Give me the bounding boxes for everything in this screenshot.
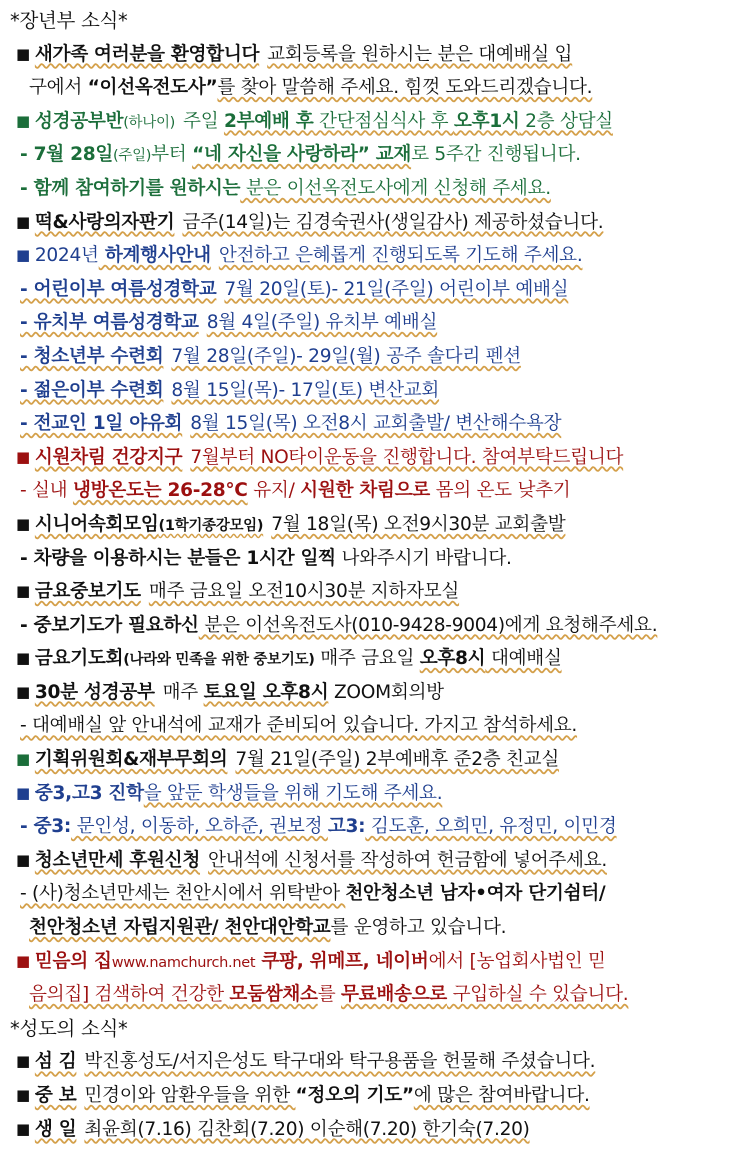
section-title-elder-news: *장년부 소식* bbox=[10, 9, 128, 32]
bullet-icon: ■ bbox=[16, 514, 30, 533]
notice-head: 새가족 여러분을 환영합니다 bbox=[34, 43, 260, 65]
notice-cool-dress-l2: - 실내 냉방온도는 26-28℃ 유지/ 시원한 차림으로 몸의 온도 낮추기 bbox=[20, 480, 571, 502]
summer-event-item: - 젊은이부 수련회 8월 15일(목)- 17일(토) 변산교회 bbox=[20, 379, 440, 401]
notice-youth-support-l2: - (사)청소년만세는 천안시에서 위탁받아 천안청소년 남자•여자 단기쉼터/ bbox=[20, 883, 606, 905]
notice-senior-meeting: ■ 시니어속회모임(1학기종강모임) 7월 18일(목) 오전9시30분 교회출발 bbox=[16, 513, 566, 535]
notice-bible-class: ■ 성경공부반(하나이) 주일 2부예배 후 간단점심식사 후 오후1시 2층 상담실 bbox=[16, 110, 613, 132]
notice-youth-support: ■ 청소년만세 후원신청 안내석에 신청서를 작성하여 헌금함에 넣어주세요. bbox=[16, 849, 607, 871]
summer-event-item: - 유치부 여름성경학교 8월 4일(주일) 유치부 예배실 bbox=[20, 312, 438, 334]
bullet-icon: ■ bbox=[16, 111, 30, 130]
notice-friday-intercession-l2: - 중보기도가 필요하신 분은 이선옥전도사(010-9428-9004)에게 요청해주세요. bbox=[20, 614, 658, 636]
saints-birthday: ■ 생 일 최윤희(7.16) 김찬회(7.20) 이순해(7.20) 한기숙(7.20) bbox=[16, 1118, 530, 1140]
bullet-icon: ■ bbox=[16, 783, 30, 802]
notice-30min-bible-l2: - 대예배실 앞 안내석에 교재가 준비되어 있습니다. 가지고 참석하세요. bbox=[20, 715, 578, 737]
notice-30min-bible: ■ 30분 성경공부 매주 토요일 오후8시 ZOOM회의방 bbox=[16, 681, 444, 703]
notice-committee: ■ 기획위원회&재부무회의 7월 21일(주일) 2부예배후 준2층 친교실 bbox=[16, 749, 560, 771]
bullet-icon: ■ bbox=[16, 447, 30, 466]
bullet-icon: ■ bbox=[16, 212, 30, 231]
saints-intercession: ■ 중 보 민경이와 암환우들을 위한 “정오의 기도”에 많은 참여바랍니다. bbox=[16, 1085, 590, 1106]
bullet-icon: ■ bbox=[16, 750, 30, 769]
notice-new-family bbox=[10, 38, 727, 72]
summer-event-item: - 청소년부 수련회 7월 28일(주일)- 29일(월) 공주 솔다리 펜션 bbox=[20, 345, 521, 367]
notice-summer-events: ■ 2024년 하계행사안내 안전하고 은혜롭게 진행되도록 기도해 주세요. bbox=[16, 245, 583, 267]
bullet-icon: ■ bbox=[16, 649, 30, 668]
notice-cool-dress: ■ 시원차림 건강지구 7월부터 NO타이운동을 진행합니다. 참여부탁드립니다 bbox=[16, 446, 624, 468]
saints-serve: ■ 섬 김 박진홍성도/서지은성도 탁구대와 탁구용품을 헌물해 주셨습니다. bbox=[16, 1051, 596, 1073]
bullet-icon: ■ bbox=[16, 682, 30, 701]
bullet-icon: ■ bbox=[16, 582, 30, 601]
bullet-icon: ■ bbox=[16, 44, 30, 63]
bullet-icon: ■ bbox=[16, 1086, 30, 1104]
bullet-icon: ■ bbox=[16, 1052, 30, 1071]
notice-senior-meeting-l2: - 차량을 이용하시는 분들은 1시간 일찍 나와주시기 바랍니다. bbox=[20, 547, 512, 569]
notice-faith-house-l2: 음의집] 검색하여 건강한 모둠쌈채소를 무료배송으로 구입하실 수 있습니다. bbox=[29, 984, 629, 1006]
notice-new-family-cont: 구에서 “이선옥전도사”를 찾아 말씀해 주세요. 힘껏 도와드리겠습니다. bbox=[29, 77, 593, 99]
notice-bible-class-l2: - 7월 28일(주일)부터 “네 자신을 사랑하라” 교재로 5주간 진행됩니다. bbox=[20, 144, 581, 166]
notice-body: 교회등록을 원하시는 분은 대예배실 입 bbox=[267, 43, 573, 65]
notice-students: ■ 중3,고3 진학을 앞둔 학생들을 위해 기도해 주세요. bbox=[16, 782, 443, 804]
notice-faith-house: ■ 믿음의 집www.namchurch.net 쿠팡, 위메프, 네이버에서 [농업회사법인 믿 bbox=[16, 950, 606, 972]
summer-event-item: - 어린이부 여름성경학교 7월 20일(토)- 21일(주일) 어린이부 예배실 bbox=[20, 278, 569, 300]
notice-friday-prayer: ■ 금요기도회(나라와 민족을 위한 중보기도) 매주 금요일 오후8시 대예배실 bbox=[16, 648, 562, 670]
notice-friday-intercession: ■ 금요중보기도 매주 금요일 오전10시30분 지하자모실 bbox=[16, 581, 460, 603]
bullet-icon: ■ bbox=[16, 951, 30, 970]
notice-students-l2: - 중3: 문인성, 이동하, 오하준, 권보정 고3: 김도훈, 오희민, 유정민, 이민경 bbox=[20, 816, 617, 838]
summer-event-item: - 전교인 1일 야유회 8월 15일(목) 오전8시 교회출발/ 변산해수욕장 bbox=[20, 413, 562, 435]
bullet-icon: ■ bbox=[16, 1119, 30, 1138]
notice-rice-cake: ■ 떡&사랑의자판기 금주(14일)는 김경숙권사(생일감사) 제공하셨습니다. bbox=[16, 211, 604, 233]
section-title-saints-news: *성도의 소식* bbox=[10, 1016, 128, 1040]
notice-bible-class-l3: - 함께 참여하기를 원하시는 분은 이선옥전도사에게 신청해 주세요. bbox=[20, 177, 551, 199]
bullet-icon: ■ bbox=[16, 246, 30, 265]
notice-youth-support-l3: 천안청소년 자립지원관/ 천안대안학교를 운영하고 있습니다. bbox=[29, 917, 507, 939]
bullet-icon: ■ bbox=[16, 850, 30, 869]
